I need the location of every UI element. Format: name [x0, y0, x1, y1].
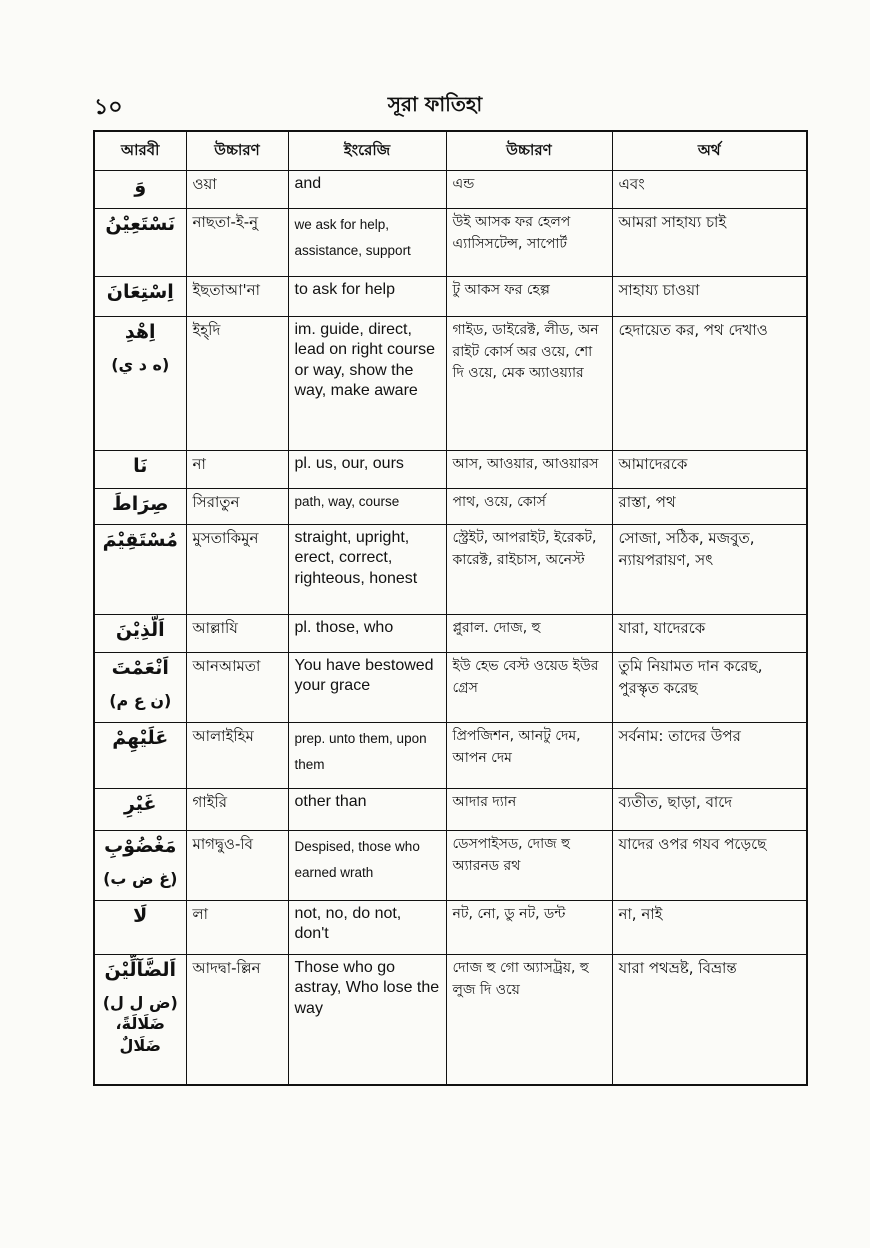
english-meaning: pl. those, who: [288, 615, 446, 653]
arabic-word: مَغْضُوْبِ (غ ض ب): [94, 831, 186, 901]
pronunciation-en: প্রিপজিশন, আনটু দেম, আপন দেম: [446, 723, 612, 789]
page-number: ১০: [94, 95, 123, 120]
bengali-meaning: যাদের ওপর গযব পড়েছে: [612, 831, 807, 901]
arabic-word: وَ: [94, 171, 186, 209]
header-meaning: অর্থ: [612, 131, 807, 171]
table-row: [94, 653, 807, 723]
pronunciation-bn: লা: [186, 901, 288, 955]
table-row: [94, 789, 807, 831]
pronunciation-bn: না: [186, 451, 288, 489]
arabic-root: (ه د ي): [111, 354, 170, 374]
arabic-word: غَيْرِ: [94, 789, 186, 831]
arabic-word: صِرَاطَ: [94, 489, 186, 525]
arabic-word: عَلَيْهِمْ: [94, 723, 186, 789]
pronunciation-en: ডেসপাইসড, দোজ হু অ্যারনড রথ: [446, 831, 612, 901]
pronunciation-bn: মাগদ্বুও-বি: [186, 831, 288, 901]
pronunciation-bn: আনআমতা: [186, 653, 288, 723]
arabic-root: (ن ع م): [109, 690, 172, 710]
pronunciation-en: স্ট্রেইট, আপরাইট, ইরেকট, কারেক্ট, রাইচাস, অনেস্ট: [446, 525, 612, 615]
english-meaning: to ask for help: [288, 277, 446, 317]
english-meaning: and: [288, 171, 446, 209]
bengali-meaning: রাস্তা, পথ: [612, 489, 807, 525]
bengali-meaning: এবং: [612, 171, 807, 209]
pronunciation-en: দোজ হু গো অ্যাসট্রয়, হু লুজ দি ওয়ে: [446, 955, 612, 1085]
bengali-meaning: যারা পথভ্রষ্ট, বিভ্রান্ত: [612, 955, 807, 1085]
table-row: [94, 171, 807, 209]
pronunciation-bn: মুসতাকিমুন: [186, 525, 288, 615]
arabic-word: اِهْدِ (ه د ي): [94, 317, 186, 451]
table-row: [94, 615, 807, 653]
english-meaning: You have bestowed your grace: [288, 653, 446, 723]
table-row: [94, 489, 807, 525]
bengali-meaning: সর্বনাম: তাদের উপর: [612, 723, 807, 789]
header-pronunciation-en: উচ্চারণ: [446, 131, 612, 171]
pronunciation-en: আস, আওয়ার, আওয়ারস: [446, 451, 612, 489]
pronunciation-bn: ইছতাআ'না: [186, 277, 288, 317]
english-meaning: other than: [288, 789, 446, 831]
english-meaning: Despised, those who earned wrath: [288, 831, 446, 901]
pronunciation-en: গাইড, ডাইরেক্ট, লীড, অন রাইট কোর্স অর ওয়ে, শো দি ওয়ে, মেক অ্যাওয়্যার: [446, 317, 612, 451]
arabic-word: اِسْتِعَانَ: [94, 277, 186, 317]
table-row: [94, 525, 807, 615]
english-meaning: not, no, do not, don't: [288, 901, 446, 955]
arabic-word: اَلضَّآلِّيْنَ (ض ل ل) ضَلَالَةً، ضَلَالٌ: [94, 955, 186, 1085]
pronunciation-bn: নাছতা-ই-নু: [186, 209, 288, 277]
arabic-word: لَا: [94, 901, 186, 955]
bengali-meaning: হেদায়েত কর, পথ দেখাও: [612, 317, 807, 451]
pronunciation-bn: ইহ্‌দি: [186, 317, 288, 451]
arabic-word: نَا: [94, 451, 186, 489]
arabic-word: اَلَّذِيْنَ: [94, 615, 186, 653]
bengali-meaning: সাহায্য চাওয়া: [612, 277, 807, 317]
table-header: [94, 131, 807, 171]
table-row: [94, 955, 807, 1085]
pronunciation-en: আদার দ্যান: [446, 789, 612, 831]
table-row: [94, 277, 807, 317]
table-row: [94, 317, 807, 451]
header-pronunciation-bn: উচ্চারণ: [186, 131, 288, 171]
arabic-root: (ض ل ل) ضَلَالَةً، ضَلَالٌ: [102, 992, 178, 1055]
english-meaning: prep. unto them, upon them: [288, 723, 446, 789]
bengali-meaning: না, নাই: [612, 901, 807, 955]
bengali-meaning: ব্যতীত, ছাড়া, বাদে: [612, 789, 807, 831]
pronunciation-bn: গাইরি: [186, 789, 288, 831]
table-row: [94, 451, 807, 489]
pronunciation-en: টু আকস ফর হেল্প: [446, 277, 612, 317]
pronunciation-bn: আদদ্বা-ল্লিন: [186, 955, 288, 1085]
bengali-meaning: আমরা সাহায্য চাই: [612, 209, 807, 277]
pronunciation-bn: আল্লাযি: [186, 615, 288, 653]
pronunciation-en: ইউ হেভ বেস্ট ওয়েড ইউর গ্রেস: [446, 653, 612, 723]
page-title: সূরা ফাতিহা: [387, 92, 483, 116]
bengali-meaning: যারা, যাদেরকে: [612, 615, 807, 653]
pronunciation-en: প্লুরাল. দোজ, হু: [446, 615, 612, 653]
header-arabic: আরবী: [94, 131, 186, 171]
bengali-meaning: আমাদেরকে: [612, 451, 807, 489]
english-meaning: pl. us, our, ours: [288, 451, 446, 489]
arabic-root: (غ ض ب): [103, 868, 178, 888]
english-meaning: im. guide, direct, lead on right course or way, show the way, make aware: [288, 317, 446, 451]
vocabulary-table: [93, 130, 808, 1086]
table-row: [94, 831, 807, 901]
header-english: ইংরেজি: [288, 131, 446, 171]
pronunciation-bn: আলাইহিম: [186, 723, 288, 789]
table-row: [94, 209, 807, 277]
pronunciation-bn: ওয়া: [186, 171, 288, 209]
bengali-meaning: সোজা, সঠিক, মজবুত, ন্যায়পরায়ণ, সৎ: [612, 525, 807, 615]
pronunciation-bn: সিরাতুন: [186, 489, 288, 525]
english-meaning: we ask for help, assistance, support: [288, 209, 446, 277]
pronunciation-en: নট, নো, ডু নট, ডন্ট: [446, 901, 612, 955]
table-row: [94, 723, 807, 789]
arabic-word: مُسْتَقِيْمَ: [94, 525, 186, 615]
english-meaning: straight, upright, erect, correct, righteous, honest: [288, 525, 446, 615]
pronunciation-en: এন্ড: [446, 171, 612, 209]
table-row: [94, 901, 807, 955]
arabic-word: اَنْعَمْتَ (ن ع م): [94, 653, 186, 723]
english-meaning: Those who go astray, Who lose the way: [288, 955, 446, 1085]
pronunciation-en: পাথ, ওয়ে, কোর্স: [446, 489, 612, 525]
pronunciation-en: উই আসক ফর হেলপ এ্যাসিসটেন্স, সাপোর্ট: [446, 209, 612, 277]
arabic-word: نَسْتَعِيْنُ: [94, 209, 186, 277]
english-meaning: path, way, course: [288, 489, 446, 525]
bengali-meaning: তুমি নিয়ামত দান করেছ, পুরস্কৃত করেছ: [612, 653, 807, 723]
